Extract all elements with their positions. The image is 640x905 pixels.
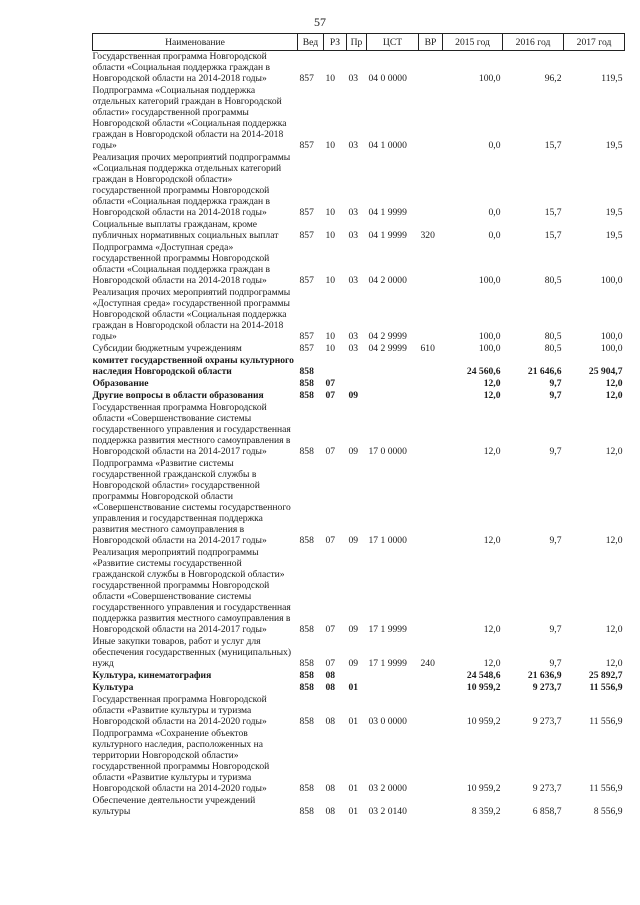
table-cell-2017: 100,0 (600, 275, 623, 286)
table-cell-ved: 858 (299, 366, 314, 377)
table-cell-ved: 858 (299, 806, 314, 817)
table-cell-2016: 9,7 (549, 446, 562, 457)
table-row (93, 378, 625, 390)
table-cell-ved: 858 (299, 670, 314, 681)
table-cell-rz: 07 (325, 446, 336, 457)
table-cell-pr: 03 (348, 73, 359, 84)
table-cell-name: Подпрограмма «Доступная среда» государственной программы Новгородской области «Социальная поддержка граждан в Новгородской области на 2014-2018 годы» (92, 242, 271, 286)
header-2017: 2017 год (564, 34, 625, 51)
table-cell-2015: 24 548,6 (466, 670, 501, 681)
table-cell-ved: 858 (299, 390, 314, 401)
table-row (93, 670, 625, 682)
table-cell-ved: 858 (299, 716, 314, 727)
table-cell-vr (419, 287, 443, 343)
table-cell-name: Реализация прочих мероприятий подпрограммы «Доступная среда» государственной программы Новгородской области «Социальная поддержка граждан в Новгородской области на 2014-2018 годы» (92, 287, 291, 342)
header-pr: Пр (347, 34, 367, 51)
table-cell-2017: 19,5 (605, 207, 623, 218)
table-row (93, 728, 625, 795)
header-2015: 2015 год (443, 34, 503, 51)
table-row (93, 402, 625, 458)
table-cell-name: Обеспечение деятельности учреждений культуры (92, 795, 256, 817)
table-cell-2015: 12,0 (483, 658, 501, 669)
table-cell-rz: 07 (325, 390, 336, 401)
table-cell-vr (419, 694, 443, 728)
table-cell-pr: 03 (348, 140, 359, 151)
table-cell-cst: 04 2 9999 (368, 343, 407, 354)
table-cell-cst: 04 2 0000 (368, 275, 407, 286)
table-row (93, 547, 625, 636)
table-cell-2017: 12,0 (605, 378, 623, 389)
table-cell-2017: 12,0 (605, 658, 623, 669)
table-cell-2016: 21 636,9 (527, 670, 562, 681)
table-cell-2017: 12,0 (605, 535, 623, 546)
table-body (93, 51, 625, 819)
table-cell-rz: 08 (325, 682, 336, 693)
table-cell-2017: 100,0 (600, 343, 623, 354)
table-cell-name: Другие вопросы в области образования (92, 390, 264, 401)
table-cell-pr: 03 (348, 275, 359, 286)
table-cell-cst: 03 0 0000 (368, 716, 407, 727)
table-cell-vr: 320 (420, 230, 435, 241)
table-cell-2016: 15,7 (544, 230, 562, 241)
table-cell-rz (324, 355, 347, 378)
table-cell-2015: 0,0 (488, 207, 501, 218)
table-cell-ved: 858 (299, 535, 314, 546)
table-cell-vr (419, 795, 443, 818)
table-cell-pr (347, 355, 367, 378)
table-row (93, 682, 625, 694)
table-row (93, 390, 625, 402)
table-row (93, 85, 625, 152)
table-cell-2017: 25 904,7 (588, 366, 623, 377)
table-row (93, 51, 625, 86)
header-name: Наименование (93, 34, 298, 51)
table-cell-cst: 03 2 0140 (368, 806, 407, 817)
table-row (93, 219, 625, 242)
table-cell-vr (419, 390, 443, 402)
table-cell-cst: 04 0 0000 (368, 73, 407, 84)
table-cell-2017: 19,5 (605, 140, 623, 151)
table-cell-name: Государственная программа Новгородской области «Совершенствование системы государственного управления и государственная поддержка развития местного самоуправления в Новгородской области на 2014-2017 годы» (92, 402, 291, 457)
table-cell-pr: 09 (348, 535, 359, 546)
table-cell-rz: 10 (325, 207, 336, 218)
table-cell-ved: 857 (299, 230, 314, 241)
header-vr: ВР (419, 34, 443, 51)
table-cell-pr: 01 (348, 783, 359, 794)
table-header-row (93, 34, 625, 51)
table-cell-ved: 857 (299, 343, 314, 354)
table-cell-name: Подпрограмма «Социальная поддержка отдельных категорий граждан в Новгородской области» государственной программы Новгородской области «Социальная поддержка граждан в Новгородской области на 2014-2018 годы» (92, 85, 287, 151)
table-cell-2016: 9 273,7 (532, 716, 562, 727)
table-cell-2016: 96,2 (544, 73, 562, 84)
table-cell-2017: 11 556,9 (589, 716, 623, 727)
table-cell-rz: 08 (325, 716, 336, 727)
table-cell-pr: 03 (348, 331, 359, 342)
table-cell-vr (419, 378, 443, 390)
table-cell-name: комитет государственной охраны культурного наследия Новгородской области (92, 355, 294, 377)
table-cell-2016: 21 646,6 (527, 366, 562, 377)
table-cell-cst: 17 0 0000 (368, 446, 407, 457)
table-cell-2015: 12,0 (483, 446, 501, 457)
table-cell-rz: 10 (325, 140, 336, 151)
table-cell-2015: 100,0 (478, 331, 501, 342)
table-cell-2017: 25 892,7 (588, 670, 623, 681)
table-row (93, 355, 625, 378)
table-cell-cst (367, 355, 419, 378)
table-cell-2016: 9,7 (549, 390, 562, 401)
table-cell-2016: 9 273,7 (532, 783, 562, 794)
table-cell-pr: 01 (348, 716, 359, 727)
table-cell-ved: 857 (299, 275, 314, 286)
table-cell-name: Социальные выплаты гражданам, кроме публичных нормативных социальных выплат (92, 219, 279, 241)
header-cst: ЦСТ (367, 34, 419, 51)
table-cell-rz: 08 (325, 783, 336, 794)
table-cell-name: Субсидии бюджетным учреждениям (92, 343, 242, 354)
table-cell-2015: 100,0 (478, 275, 501, 286)
table-cell-2015: 12,0 (483, 535, 501, 546)
table-cell-2015: 0,0 (488, 140, 501, 151)
table-cell-2016: 80,5 (544, 331, 562, 342)
table-cell-2015: 0,0 (488, 230, 501, 241)
table-cell-2016: 15,7 (544, 140, 562, 151)
table-cell-vr (419, 458, 443, 547)
table-cell-vr (419, 682, 443, 694)
table-cell-2015: 12,0 (483, 378, 501, 389)
table-cell-pr: 03 (348, 230, 359, 241)
table-cell-name: Иные закупки товаров, работ и услуг для обеспечения государственных (муниципальных) нужд (92, 636, 292, 669)
table-cell-2016: 9,7 (549, 658, 562, 669)
table-cell-ved: 857 (299, 140, 314, 151)
table-cell-vr (419, 355, 443, 378)
table-cell-name: Подпрограмма «Развитие системы государственной гражданской службы в Новгородской области» государственной программы Новгородской области «Совершенствование системы государственного управления и государственная поддержка развития местного самоуправления в Новгородской области на 2014-2017 годы» (92, 458, 291, 546)
table-cell-rz: 10 (325, 343, 336, 354)
table-cell-name: Подпрограмма «Сохранение объектов культурного наследия, расположенных на территории Новгородской области» государственной программы Новгородской области «Развитие культуры и туризма Новгородской области на 2014-2020 годы» (92, 728, 270, 794)
table-cell-vr (419, 85, 443, 152)
table-cell-rz: 07 (325, 378, 336, 389)
table-cell-2017: 11 556,9 (589, 783, 623, 794)
table-cell-cst: 04 1 9999 (368, 207, 407, 218)
table-cell-vr (419, 728, 443, 795)
table-cell-vr (419, 670, 443, 682)
table-cell-2015: 12,0 (483, 390, 501, 401)
page-number: 57 (314, 15, 326, 29)
table-cell-vr: 240 (420, 658, 435, 669)
table-cell-name: Реализация мероприятий подпрограммы «Развитие системы государственной гражданской службы в Новгородской области» государственной программы Новгородской области «Совершенствование системы государственного управления и государственная поддержка развития местного самоуправления в Новгородской области на 2014-2017 годы» (92, 547, 291, 635)
table-cell-2015: 8 359,2 (471, 806, 501, 817)
table-cell-2016: 6 858,7 (532, 806, 562, 817)
table-cell-2015: 12,0 (483, 624, 501, 635)
table-cell-vr (419, 51, 443, 86)
table-cell-pr: 09 (348, 446, 359, 457)
table-row (93, 343, 625, 355)
table-cell-cst (367, 682, 419, 694)
table-cell-2015: 10 959,2 (466, 682, 501, 693)
table-cell-rz: 07 (325, 624, 336, 635)
table-cell-name: Государственная программа Новгородской области «Развитие культуры и туризма Новгородской области на 2014-2020 годы» (92, 694, 267, 727)
table-cell-rz: 08 (325, 670, 336, 681)
table-cell-2015: 100,0 (478, 343, 501, 354)
header-2016: 2016 год (503, 34, 564, 51)
table-cell-2015: 10 959,2 (466, 783, 501, 794)
table-cell-vr: 610 (420, 343, 435, 354)
table-cell-cst (367, 670, 419, 682)
table-cell-cst: 04 1 9999 (368, 230, 407, 241)
table-cell-pr: 01 (348, 682, 359, 693)
table-cell-vr (419, 547, 443, 636)
table-cell-2016: 80,5 (544, 275, 562, 286)
table-cell-2017: 119,5 (601, 73, 623, 84)
table-cell-2015: 10 959,2 (466, 716, 501, 727)
table-cell-rz: 07 (325, 658, 336, 669)
table-row (93, 694, 625, 728)
table-cell-2017: 11 556,9 (589, 682, 623, 693)
budget-table (92, 33, 625, 818)
table-cell-name: Государственная программа Новгородской области «Социальная поддержка граждан в Новгородской области на 2014-2018 годы» (92, 51, 271, 84)
table-cell-rz: 08 (325, 806, 336, 817)
table-cell-pr: 09 (348, 658, 359, 669)
table-cell-ved: 858 (299, 783, 314, 794)
table-cell-2017: 100,0 (600, 331, 623, 342)
table-cell-rz: 10 (325, 73, 336, 84)
table-cell-vr (419, 242, 443, 287)
table-cell-2016: 9,7 (549, 378, 562, 389)
table-cell-2016: 15,7 (544, 207, 562, 218)
table-row (93, 242, 625, 287)
table-cell-2016: 9,7 (549, 535, 562, 546)
table-cell-ved: 858 (299, 378, 314, 389)
table-cell-rz: 10 (325, 331, 336, 342)
table-cell-name: Культура, кинематография (92, 670, 212, 681)
table-cell-cst: 17 1 9999 (368, 624, 407, 635)
table-row (93, 152, 625, 219)
table-cell-cst: 03 2 0000 (368, 783, 407, 794)
table-cell-rz: 07 (325, 535, 336, 546)
table-cell-ved: 857 (299, 331, 314, 342)
table-cell-2017: 12,0 (605, 624, 623, 635)
table-cell-cst (367, 378, 419, 390)
table-cell-name: Образование (92, 378, 149, 389)
table-row (93, 458, 625, 547)
table-cell-2015: 100,0 (478, 73, 501, 84)
table-cell-ved: 857 (299, 207, 314, 218)
table-cell-2017: 8 556,9 (593, 806, 623, 817)
table-cell-cst: 17 1 9999 (368, 658, 407, 669)
table-cell-2017: 12,0 (605, 446, 623, 457)
table-cell-ved: 858 (299, 624, 314, 635)
table-cell-rz: 10 (325, 275, 336, 286)
table-cell-2016: 9,7 (549, 624, 562, 635)
table-cell-2017: 12,0 (605, 390, 623, 401)
table-cell-2017: 19,5 (605, 230, 623, 241)
table-cell-pr: 03 (348, 207, 359, 218)
table-cell-pr: 09 (348, 624, 359, 635)
table-cell-pr (347, 670, 367, 682)
table-row (93, 636, 625, 670)
table-cell-2016: 80,5 (544, 343, 562, 354)
table-cell-vr (419, 152, 443, 219)
table-cell-cst: 04 1 0000 (368, 140, 407, 151)
table-cell-pr: 09 (348, 390, 359, 401)
table-row (93, 795, 625, 818)
table-cell-ved: 858 (299, 682, 314, 693)
table-cell-ved: 858 (299, 446, 314, 457)
header-rz: РЗ (324, 34, 347, 51)
table-cell-2016: 9 273,7 (532, 682, 562, 693)
table-cell-pr: 03 (348, 343, 359, 354)
header-ved: Вед (298, 34, 324, 51)
table-cell-cst (367, 390, 419, 402)
table-cell-name: Культура (92, 682, 134, 693)
table-cell-rz: 10 (325, 230, 336, 241)
table-cell-pr (347, 378, 367, 390)
table-cell-cst: 04 2 9999 (368, 331, 407, 342)
table-cell-cst: 17 1 0000 (368, 535, 407, 546)
table-cell-ved: 857 (299, 73, 314, 84)
table-cell-pr: 01 (348, 806, 359, 817)
table-row (93, 287, 625, 343)
table-cell-ved: 858 (299, 658, 314, 669)
table-cell-2015: 24 560,6 (466, 366, 501, 377)
table-cell-name: Реализация прочих мероприятий подпрограммы «Социальная поддержка отдельных категорий граждан в Новгородской области» государственной программы Новгородской области «Социальная поддержка граждан в Новгородской области на 2014-2018 годы» (92, 152, 291, 218)
table-cell-vr (419, 402, 443, 458)
